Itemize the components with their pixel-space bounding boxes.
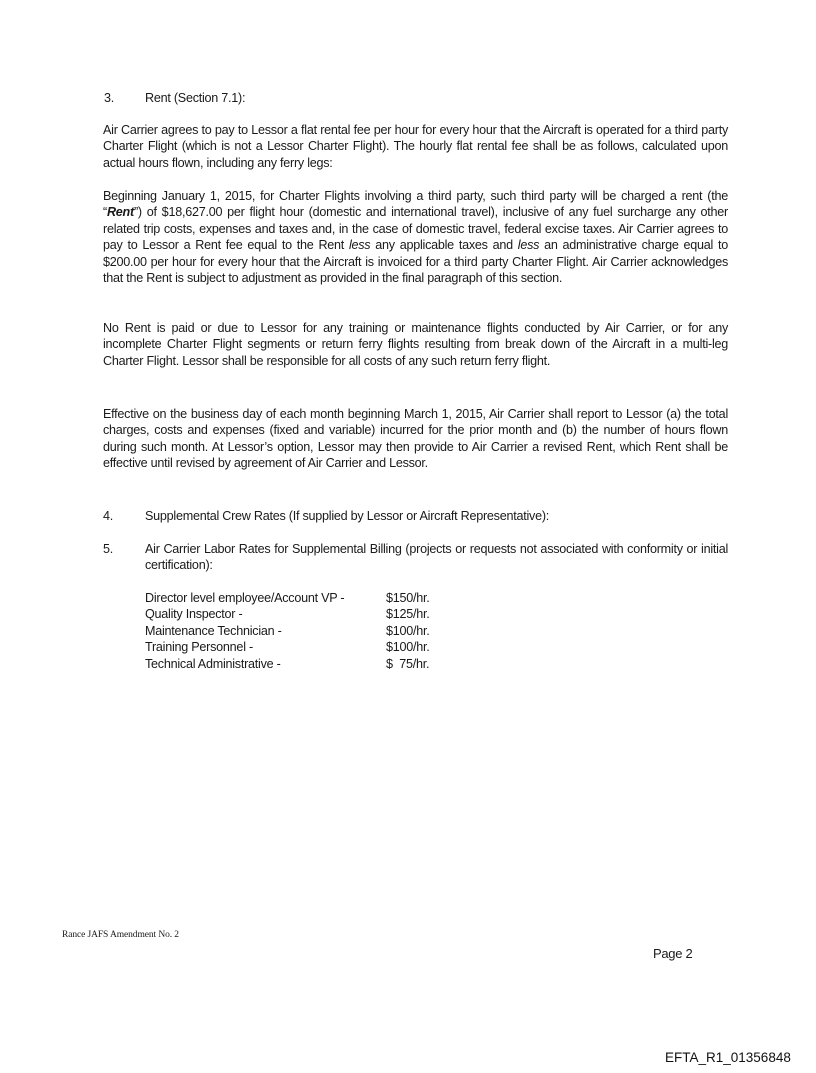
paragraph-no-rent: No Rent is paid or due to Lessor for any training or maintenance flights conducted by Air Carrier, or for any incomplete Charter Flight segments or return ferry flights resulting from break down of the Aircraft in a multi-leg Charter Flight. Lessor shall be responsible for all costs of any such return ferry flight. <box>103 321 728 368</box>
item-text: Air Carrier Labor Rates for Supplemental Billing (projects or requests not associated with conformity or initial certification): <box>145 542 728 573</box>
item-supplemental-crew-rates <box>103 508 728 524</box>
section-title: Rent (Section 7.1): <box>145 91 246 105</box>
defined-term-rent: Rent <box>106 205 134 220</box>
footer-document-name: Rance JAFS Amendment No. 2 <box>62 930 179 940</box>
item-labor-rates <box>103 541 728 574</box>
item-number: 4. <box>103 509 114 523</box>
rate-role: Director level employee/Account VP - <box>145 591 345 605</box>
paragraph-reporting: Effective on the business day of each month beginning March 1, 2015, Air Carrier shall report to Lessor (a) the total charges, costs and expenses (fixed and variable) incurred for the prior month and (b) the number of hours flown during such month. At Lessor’s option, Lessor may then provide to Air Carrier a revised Rent, which Rent shall be effective until revised by agreement of Air Carrier and Lessor. <box>103 407 728 471</box>
section-heading <box>104 90 724 106</box>
paragraph-rental-fee: Air Carrier agrees to pay to Lessor a flat rental fee per hour for every hour that the Aircraft is operated for a third party Charter Flight (which is not a Lessor Charter Flight). The hourly flat rental fee shall be as follows, calculated upon actual hours flown, including any ferry legs: <box>103 123 728 170</box>
paragraph-text: any applicable taxes and <box>370 238 518 253</box>
rate-role: Technical Administrative - <box>145 656 281 671</box>
rate-row <box>145 606 466 622</box>
rate-row <box>145 656 466 672</box>
rate-value: $150/hr. <box>386 591 430 605</box>
page-number: Page 2 <box>653 946 693 961</box>
rate-value: $100/hr. <box>386 623 430 638</box>
rate-value: $125/hr. <box>386 607 430 622</box>
rate-role: Training Personnel - <box>145 640 253 655</box>
section-number: 3. <box>104 91 115 105</box>
paragraph-text: Beginning January 1, 2015, for Charter Flights involving a third party, such third party will be charged a rent (the “ <box>103 189 728 220</box>
rate-value: $ 75/hr. <box>386 656 430 671</box>
emphasis-less: less <box>517 238 540 253</box>
emphasis-less: less <box>348 238 371 253</box>
rate-role: Maintenance Technician - <box>145 623 282 638</box>
item-text: Supplemental Crew Rates (If supplied by Lessor or Aircraft Representative): <box>145 509 550 523</box>
paragraph-text: an administrative charge equal to $200.00 per hour for every hour that the Aircraft is invoiced for a third party Charter Flight. Air Carrier acknowledges that the Rent is subject to adjustment as provided in the final paragraph of this section. <box>103 238 728 286</box>
rate-row <box>145 590 466 606</box>
rate-value: $100/hr. <box>386 640 430 655</box>
paragraph-text: ”) of $18,627.00 per flight hour (domestic and international travel), inclusive of any fuel surcharge any other related trip costs, expenses and taxes and, in the case of domestic travel, federal excise taxes. Air Carrier agrees to pay to Lessor a Rent fee equal to the Rent <box>103 205 728 253</box>
bates-stamp: EFTA_R1_01356848 <box>665 1050 791 1065</box>
item-number: 5. <box>103 542 114 556</box>
paragraph-rent-amount <box>103 188 728 286</box>
labor-rates-table <box>145 590 466 672</box>
rate-role: Quality Inspector - <box>145 607 243 622</box>
rate-row <box>145 639 466 655</box>
rate-row <box>145 623 466 639</box>
